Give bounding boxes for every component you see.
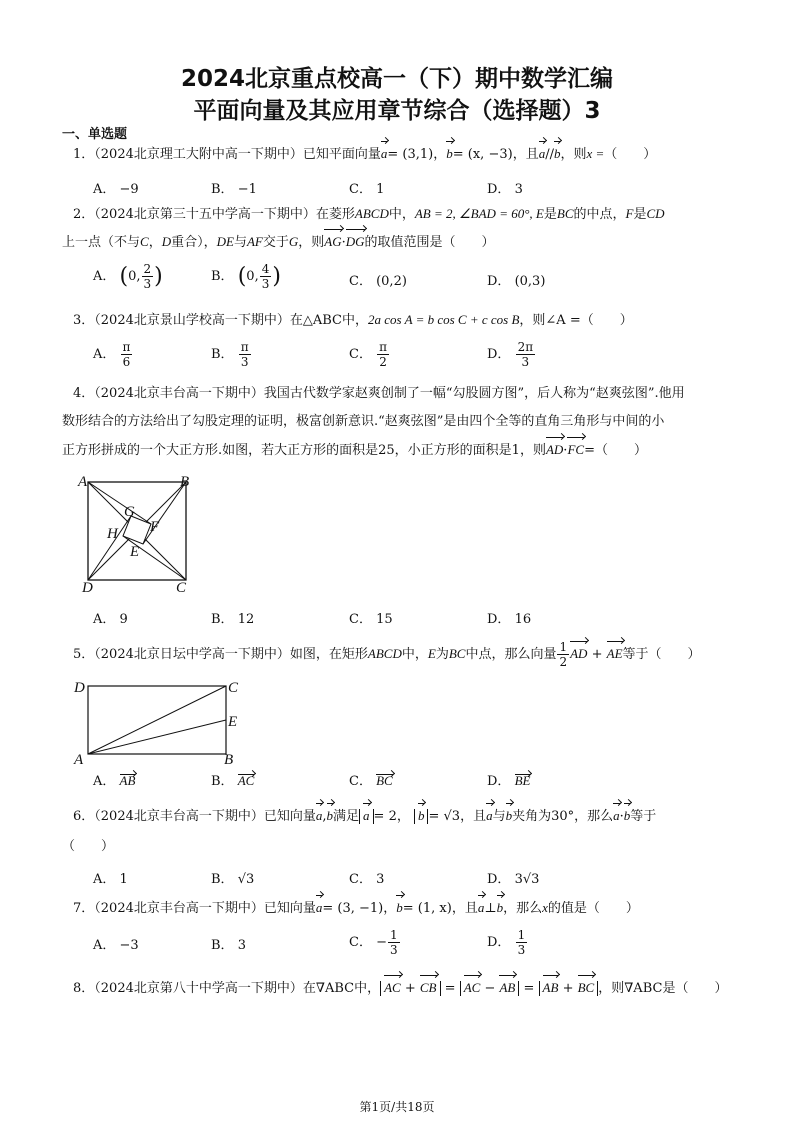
label-a: A — [74, 752, 84, 768]
option-c: C． 15 — [349, 612, 393, 627]
option-b: B． −1 — [211, 182, 257, 197]
page-footer: 第1页/共18页 — [359, 1100, 435, 1114]
inner-square — [123, 516, 151, 544]
option-c: C． (0,2) — [349, 274, 407, 289]
option-a: A． AB — [93, 773, 136, 789]
label-b: B — [224, 752, 234, 768]
segment-a-e — [88, 720, 226, 754]
option-b: B． √3 — [211, 872, 255, 887]
option-b: B． $\frac{\pi}{3}$ — [211, 340, 249, 369]
label-c: C — [228, 680, 239, 696]
label-f: F — [150, 519, 160, 535]
option-d: D． (0,3) — [487, 274, 546, 289]
zhao-shuang-figure — [76, 474, 196, 598]
question-4-options — [93, 608, 713, 638]
option-b: B． 12 — [211, 612, 255, 627]
option-c: C． 3 — [349, 872, 385, 887]
option-d: D． 16 — [487, 612, 532, 627]
option-d: D． $\frac{2\pi}{3}$ — [487, 340, 534, 369]
question-5: 5．（2024北京日坛中学高一下期中）如图，在矩形ABCD中，E为BC中点，那么向量 $\frac{1}{2}$ AD + AE等于（ ） — [73, 640, 701, 669]
option-b: B． 3 — [211, 938, 246, 953]
option-a: A． (0, $\frac{2}{3}$ ) — [93, 262, 163, 291]
option-d: D． $\frac{1}{3}$ — [487, 928, 526, 957]
question-7: 7．（2024北京丰台高一下期中）已知向量a= (3, −1)，b= (1, x)，且a⊥b，那么x的值是（ ） — [73, 894, 733, 923]
question-2-line-2: 上一点（不与C，D重合），DE与AF交于G，则AG·DG的取值范围是（ ） — [62, 228, 722, 257]
section-heading: 一、单选题 — [62, 127, 128, 142]
option-c: C． $\frac{\pi}{2}$ — [349, 340, 387, 369]
question-8: 8．（2024北京第八十中学高一下期中）在∇ABC中， AC + CB = AC − AB = AB + BC ，则∇ABC是（ ） — [73, 974, 733, 1003]
label-d: D — [74, 680, 85, 696]
question-4-line-2: 数形结合的方法给出了勾股定理的证明，极富创新意识.“赵爽弦图”是由四个全等的直角三角形与中间的小 — [62, 414, 665, 429]
option-a: A． 1 — [93, 872, 128, 887]
question-2-options — [93, 262, 713, 292]
question-2: 2．（2024北京第三十五中学高一下期中）在菱形ABCD中，AB = 2, ∠BAD = 60°, E是BC的中点，F是CD — [73, 206, 665, 222]
option-a: A． 9 — [93, 612, 128, 627]
label-c: C — [176, 580, 187, 596]
question-3-options — [93, 340, 713, 370]
label-e: E — [130, 544, 140, 560]
question-4-line-3: 正方形拼成的一个大正方形.如图，若大正方形的面积是25，小正方形的面积是1，则AD·FC=（ ） — [62, 436, 722, 465]
rectangle-figure — [72, 676, 244, 768]
option-c: C． BC — [349, 773, 393, 789]
label-a: A — [78, 474, 88, 490]
question-4: 4．（2024北京丰台高一下期中）我国古代数学家赵爽创制了一幅“勾股圆方图”，后人称为“赵爽弦图”.他用 — [73, 386, 685, 401]
label-e: E — [228, 714, 238, 730]
option-a: A． −3 — [93, 938, 139, 953]
question-6: 6．（2024北京丰台高一下期中）已知向量a,b满足 a = 2， b = √3，且a与b夹角为30°，那么a·b等于 — [73, 802, 733, 831]
question-5-options — [93, 770, 713, 800]
option-b: B． AC — [211, 773, 255, 789]
option-d: D． 3√3 — [487, 872, 540, 887]
label-b: B — [180, 474, 190, 490]
title-line-2: 平面向量及其应用章节综合（选择题）3 — [193, 98, 601, 124]
option-d: D． 3 — [487, 182, 523, 197]
option-c: C． 1 — [349, 182, 385, 197]
option-d: D． BE — [487, 773, 531, 789]
option-c: C． − $\frac{1}{3}$ — [349, 928, 398, 957]
question-3: 3．（2024北京景山学校高一下期中）在△ABC中，2a cos A = b cos C + c cos B，则∠A =（ ） — [73, 312, 633, 328]
option-a: A． −9 — [93, 182, 139, 197]
question-6-line-2: （ ） — [62, 839, 115, 854]
option-a: A． $\frac{\pi}{6}$ — [93, 340, 131, 369]
label-g: G — [124, 504, 135, 520]
question-7-options — [93, 928, 713, 958]
title-line-1: 2024北京重点校高一（下）期中数学汇编 — [180, 66, 613, 92]
segment-a-f — [88, 482, 151, 524]
label-d: D — [82, 580, 93, 596]
segment-a-c — [88, 686, 226, 754]
question-1: 1．（2024北京理工大附中高一下期中）已知平面向量a= (3,1)，b= (x, −3)，且a//b，则x =（ ） — [73, 140, 733, 169]
label-h: H — [107, 526, 118, 542]
option-b: B． (0, $\frac{4}{3}$ ) — [211, 262, 281, 291]
